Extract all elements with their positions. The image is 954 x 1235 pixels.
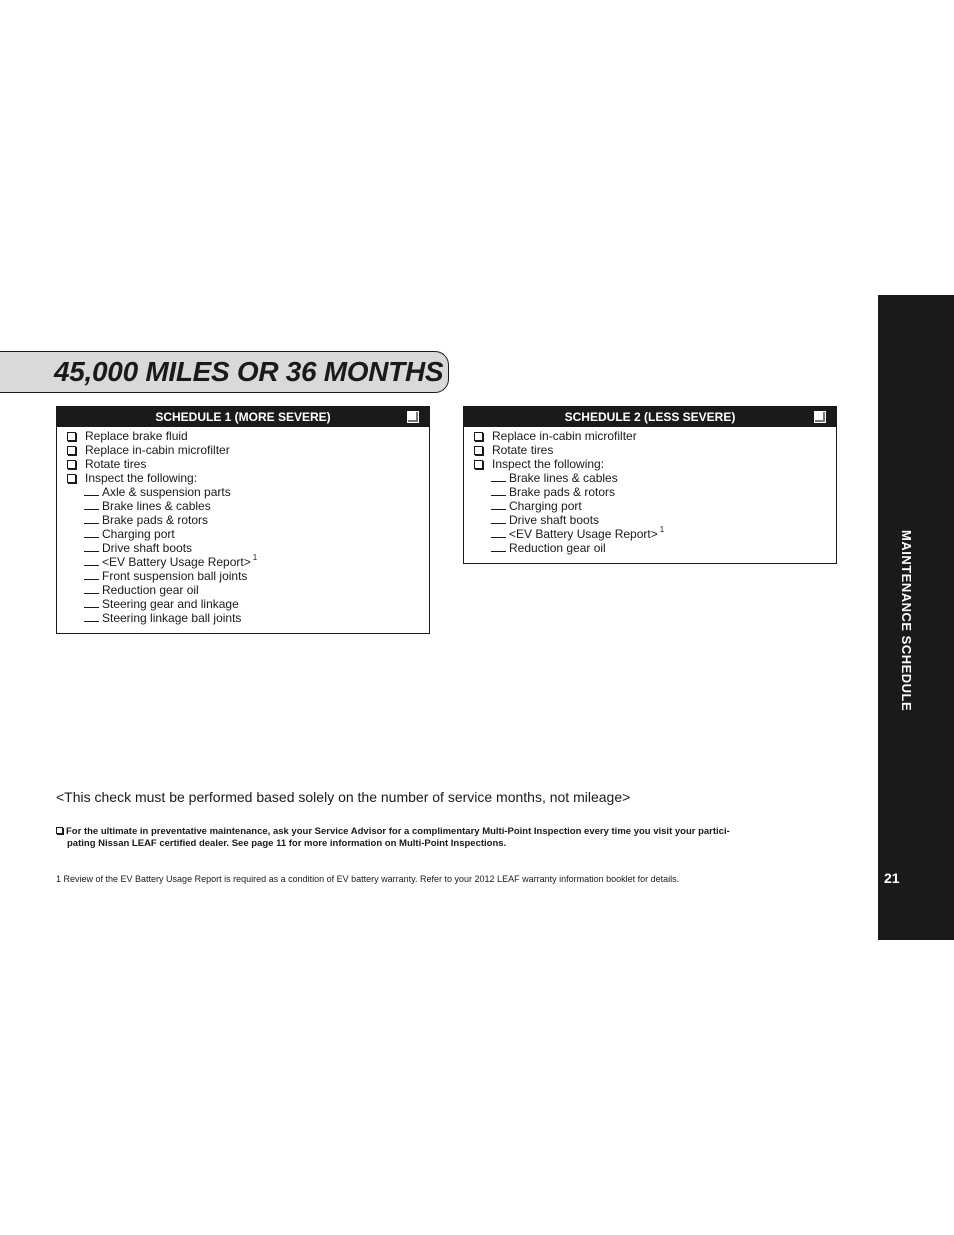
checkbox-icon[interactable] xyxy=(67,460,76,469)
checkbox-icon[interactable] xyxy=(814,411,826,423)
sub-item: Drive shaft boots xyxy=(474,513,836,527)
schedule-2-header xyxy=(464,407,836,427)
sub-item: Brake pads & rotors xyxy=(474,485,836,499)
blank-line xyxy=(84,583,99,594)
list-item[interactable]: Inspect the following: xyxy=(67,471,429,485)
blank-line xyxy=(84,527,99,538)
schedule-2-list xyxy=(464,427,836,555)
side-tab xyxy=(878,295,954,940)
checkbox-icon[interactable] xyxy=(67,446,76,455)
sub-item: Drive shaft boots xyxy=(67,541,429,555)
footnote-marker: 1 xyxy=(252,553,258,562)
page-title: 45,000 MILES OR 36 MONTHS xyxy=(54,356,444,387)
page-number: 21 xyxy=(884,870,900,886)
multi-point-inspection-note: For the ultimate in preventative maintenance, ask your Service Advisor for a complimentary Multi-Point Inspection every time you visit your partici- pating Nissan LEAF certified dealer. See page 11 for more information on Multi-Point Inspections. xyxy=(56,826,841,850)
schedule-2-box xyxy=(463,406,837,564)
checkbox-icon[interactable] xyxy=(474,432,483,441)
sub-item: Reduction gear oil xyxy=(67,583,429,597)
blank-line xyxy=(84,597,99,608)
sub-item: <EV Battery Usage Report> $^1$ xyxy=(474,527,836,541)
list-item[interactable]: Replace brake fluid xyxy=(67,429,429,443)
blank-line xyxy=(84,499,99,510)
sub-item: Steering gear and linkage xyxy=(67,597,429,611)
months-note: <This check must be performed based solely on the number of service months, not mileage> xyxy=(56,789,631,805)
sub-item: Front suspension ball joints xyxy=(67,569,429,583)
list-item[interactable]: Rotate tires xyxy=(474,443,836,457)
blank-line xyxy=(491,471,506,482)
sub-item: Axle & suspension parts xyxy=(67,485,429,499)
blank-line xyxy=(84,611,99,622)
schedule-2-header-label: SCHEDULE 2 (LESS SEVERE) xyxy=(564,410,736,424)
checkbox-icon[interactable] xyxy=(67,432,76,441)
blank-line xyxy=(491,541,506,552)
blank-line xyxy=(491,485,506,496)
schedule-1-box xyxy=(56,406,430,634)
blank-line xyxy=(84,513,99,524)
sub-item: Charging port xyxy=(474,499,836,513)
sub-item: Steering linkage ball joints xyxy=(67,611,429,625)
blank-line xyxy=(491,513,506,524)
blank-line xyxy=(84,569,99,580)
checkbox-icon xyxy=(56,827,63,834)
list-item[interactable]: Replace in-cabin microfilter xyxy=(67,443,429,457)
checkbox-icon[interactable] xyxy=(474,446,483,455)
sub-item: Charging port xyxy=(67,527,429,541)
blank-line xyxy=(491,527,506,538)
checkbox-icon[interactable] xyxy=(67,474,76,483)
sub-item: Reduction gear oil xyxy=(474,541,836,555)
sub-item: Brake lines & cables xyxy=(474,471,836,485)
sub-item: Brake lines & cables xyxy=(67,499,429,513)
footnote: 1 Review of the EV Battery Usage Report is required as a condition of EV battery warranty. Refer to your 2012 LEAF warranty information booklet for details. xyxy=(56,874,680,884)
footnote-marker: 1 xyxy=(659,525,665,534)
schedule-1-header xyxy=(57,407,429,427)
sub-item: Brake pads & rotors xyxy=(67,513,429,527)
schedule-1-list xyxy=(57,427,429,625)
schedule-1-header-label: SCHEDULE 1 (MORE SEVERE) xyxy=(155,410,331,424)
blank-line xyxy=(491,499,506,510)
side-tab-label: MAINTENANCE SCHEDULE xyxy=(899,530,914,712)
blank-line xyxy=(84,555,99,566)
list-item[interactable]: Inspect the following: xyxy=(474,457,836,471)
blank-line xyxy=(84,541,99,552)
blank-line xyxy=(84,485,99,496)
list-item[interactable]: Rotate tires xyxy=(67,457,429,471)
checkbox-icon[interactable] xyxy=(407,411,419,423)
list-item[interactable]: Replace in-cabin microfilter xyxy=(474,429,836,443)
sub-item: <EV Battery Usage Report> $^1$ xyxy=(67,555,429,569)
checkbox-icon[interactable] xyxy=(474,460,483,469)
